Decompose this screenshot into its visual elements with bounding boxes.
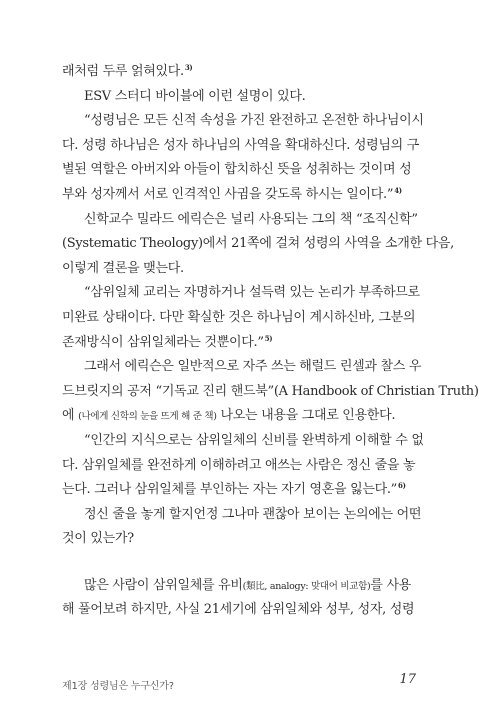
text-line: 그래서 에릭슨은 일반적으로 자주 쓰는 해럴드 린셀과 찰스 우 [84, 359, 422, 375]
text-line: “성령님은 모든 신적 속성을 가진 완전하고 온전한 하나님이시 [84, 113, 424, 129]
text-line: 별된 역할은 아버지와 아들이 합치하신 뜻을 성취하는 것이며 성 [62, 162, 412, 178]
footnote-ref: 5) [264, 333, 273, 343]
body-text [62, 60, 479, 623]
text-line: (Systematic Theology)에서 21쪽에 걸쳐 성령의 사역을 소개한 다음, [62, 236, 454, 252]
text-line: “인간의 지식으로는 삼위일체의 신비를 완벽하게 이해할 수 없 [84, 432, 424, 448]
text-line: 다. 삼위일체를 완전하게 이해하려고 애쓰는 사람은 정신 줄을 놓 [62, 457, 416, 473]
footnote-ref: 3) [184, 63, 193, 72]
text-line: “삼위일체 교리는 자명하거나 설득력 있는 논리가 부족하므로 [84, 285, 420, 301]
text-line: 에 (나에게 신학의 눈을 뜨게 해 준 책) 나오는 내용을 그대로 인용한다. [62, 408, 396, 424]
parenthetical-note: (나에게 신학의 눈을 뜨게 해 준 책) [78, 411, 217, 423]
text-line: ESV 스터디 바이블에 이런 설명이 있다. [84, 88, 306, 104]
parenthetical-note: (類比, analogy: 맞대어 비교함) [242, 580, 371, 592]
text-line: 래처럼 두루 얽혀있다.$^{3)}$ [62, 63, 193, 79]
running-footer: 제1장 성령님은 누구신가? [62, 681, 174, 692]
paragraph-gap [62, 552, 432, 574]
text-line: 미완료 상태이다. 다만 확실한 것은 하나님이 계시하신바, 그분의 [62, 309, 416, 325]
footnote-ref: 6) [398, 481, 406, 491]
text-line: 정신 줄을 놓게 할지언정 그나마 괜찮아 보이는 논의에는 어떤 [84, 506, 422, 522]
page-number: 17 [399, 672, 416, 687]
text-line: 부와 성자께서 서로 인격적인 사귐을 갖도록 하시는 일이다.”$^{4)}$ [62, 185, 402, 202]
text-line: 존재방식이 삼위일체라는 것뿐이다.”$^{5)}$ [62, 333, 273, 350]
text-line: 신학교수 밀라드 에릭슨은 널리 사용되는 그의 책 “조직신학” [84, 211, 418, 227]
text-line: 는다. 그러나 삼위일체를 부인하는 자는 자기 영혼을 잃는다.”$^{6)}$ [62, 481, 406, 498]
footnote-ref: 4) [394, 185, 402, 195]
text-line: 해 풀어보려 하지만, 사실 21세기에 삼위일체와 성부, 성자, 성령 [62, 602, 415, 618]
text-line: 많은 사람이 삼위일체를 유비(類比, analogy: 맞대어 비교함)를 사용 [84, 577, 412, 593]
text-line: 이렇게 결론을 맺는다. [62, 260, 184, 276]
text-line: 것이 있는가? [62, 531, 134, 547]
text-line: 다. 성령 하나님은 성자 하나님의 사역을 확대하신다. 성령님의 구 [62, 137, 420, 153]
text-line: 드브릿지의 공저 “기독교 진리 핸드북”(A Handbook of Christian Truth) [62, 383, 479, 399]
